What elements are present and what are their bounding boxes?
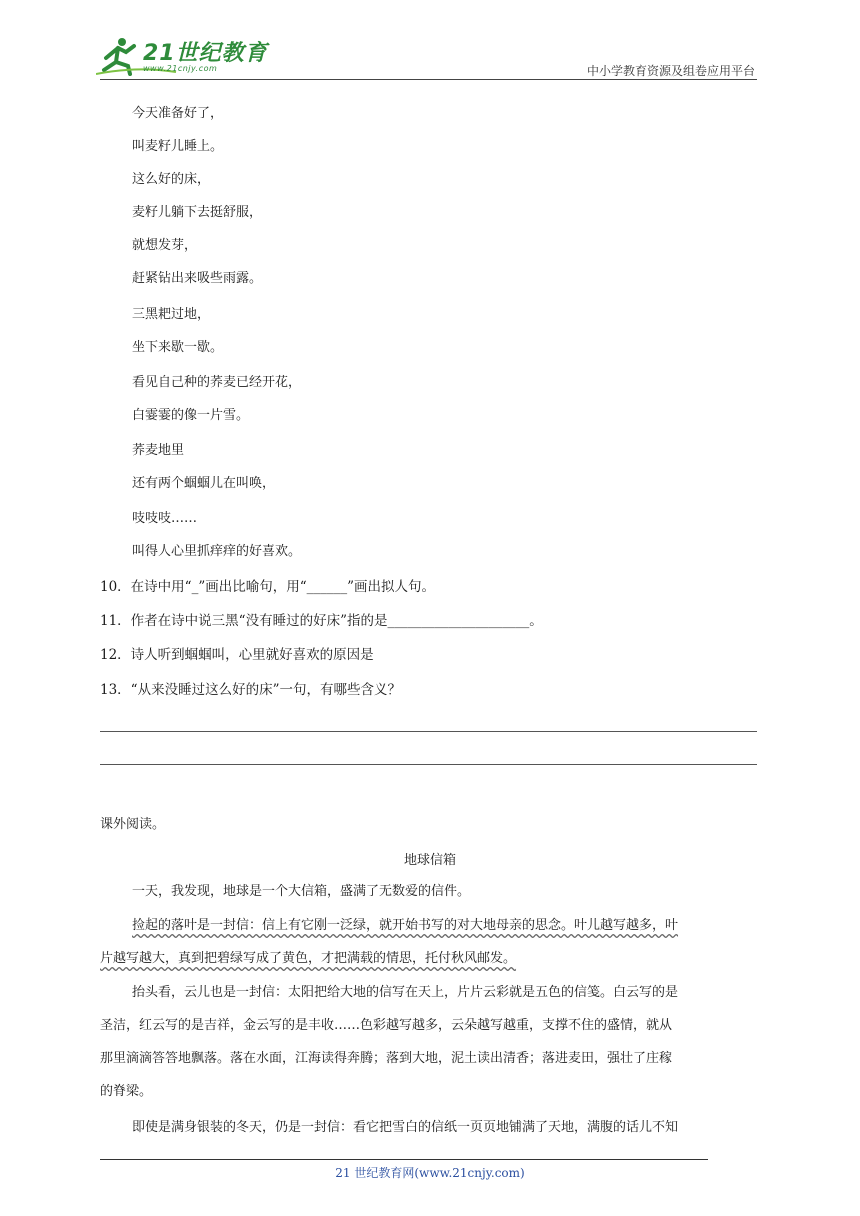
paragraph-2 [100, 909, 760, 975]
poem-line: 叫得人心里抓痒痒的好喜欢。 [132, 544, 302, 559]
poem-line: 吱吱吱…… [132, 511, 198, 526]
poem-line: 赶紧钻出来吸些雨露。 [132, 271, 263, 286]
poem-line: 还有两个蝈蝈儿在叫唤， [132, 476, 276, 491]
poem-line: 这么好的床， [132, 172, 211, 187]
poem-line: 三黑耙过地， [132, 307, 211, 322]
page-header [0, 0, 860, 80]
paragraph-1 [100, 875, 760, 908]
question-10: 10．在诗中用“_”画出比喻句，用“______”画出拟人句。 [100, 579, 436, 595]
question-12: 12．诗人听到蝈蝈叫，心里就好喜欢的原因是 [100, 647, 374, 663]
paragraph-2-line-1: 捡起的落叶是一封信：信上有它刚一泛绿，就开始书写的对大地母亲的思念。叶儿越写越多，叶 [132, 918, 679, 933]
logo-url: www.21cnjy.com [143, 64, 218, 73]
paragraph-3 [100, 976, 760, 1108]
poem-line: 麦籽儿躺下去挺舒服， [132, 205, 263, 220]
footer-text[interactable]: 21 世纪教育网(www.21cnjy.com) [335, 1166, 525, 1180]
poem-line: 白霎霎的像一片雪。 [132, 408, 250, 423]
poem-line: 就想发芽， [132, 238, 198, 253]
answer-line[interactable] [100, 764, 757, 765]
poem-line: 看见自己种的荞麦已经开花， [132, 375, 302, 390]
question-11: 11．作者在诗中说三黑“没有睡过的好床”指的是_____________________。 [100, 613, 543, 629]
poem-line: 荞麦地里 [132, 443, 185, 458]
answer-line[interactable] [100, 731, 757, 732]
section-label: 课外阅读。 [100, 817, 166, 832]
logo-text: 21世纪教育 [143, 41, 268, 66]
footer-divider [100, 1159, 708, 1160]
poem-line: 叫麦籽儿睡上。 [132, 139, 224, 154]
paragraph-4-text: 即使是满身银装的冬天，仍是一封信：看它把雪白的信纸一页页地铺满了天地，满腹的话儿不知 [132, 1120, 679, 1135]
poem-line: 今天准备好了， [132, 106, 224, 121]
paragraph-3-line-3: 那里滴滴答答地飘落。落在水面，江海读得奔腾；落到大地，泥土读出清香；落进麦田，强壮了庄稼 [100, 1051, 673, 1066]
header-divider [100, 79, 757, 80]
article-title: 地球信箱 [403, 853, 456, 868]
question-13: 13．“从来没睡过这么好的床”一句，有哪些含义？ [100, 682, 401, 698]
paragraph-3-line-1: 抬头看，云儿也是一封信：太阳把给大地的信写在天上，片片云彩就是五色的信笺。白云写的是 [132, 985, 679, 1000]
paragraph-4 [100, 1111, 760, 1144]
paragraph-1-text: 一天，我发现，地球是一个大信箱，盛满了无数爱的信件。 [132, 884, 471, 899]
poem-line: 坐下来歇一歇。 [132, 340, 224, 355]
header-platform-text: 中小学教育资源及组卷应用平台 [586, 64, 755, 78]
paragraph-2-line-2: 片越写越大，真到把碧绿写成了黄色，才把满载的情思，托付秋风邮发。 [100, 951, 517, 966]
paragraph-3-line-2: 圣洁，红云写的是吉祥，金云写的是丰收……色彩越写越多，云朵越写越重，支撑不住的盛情，就从 [100, 1018, 673, 1033]
paragraph-3-line-4: 的脊梁。 [100, 1084, 153, 1099]
